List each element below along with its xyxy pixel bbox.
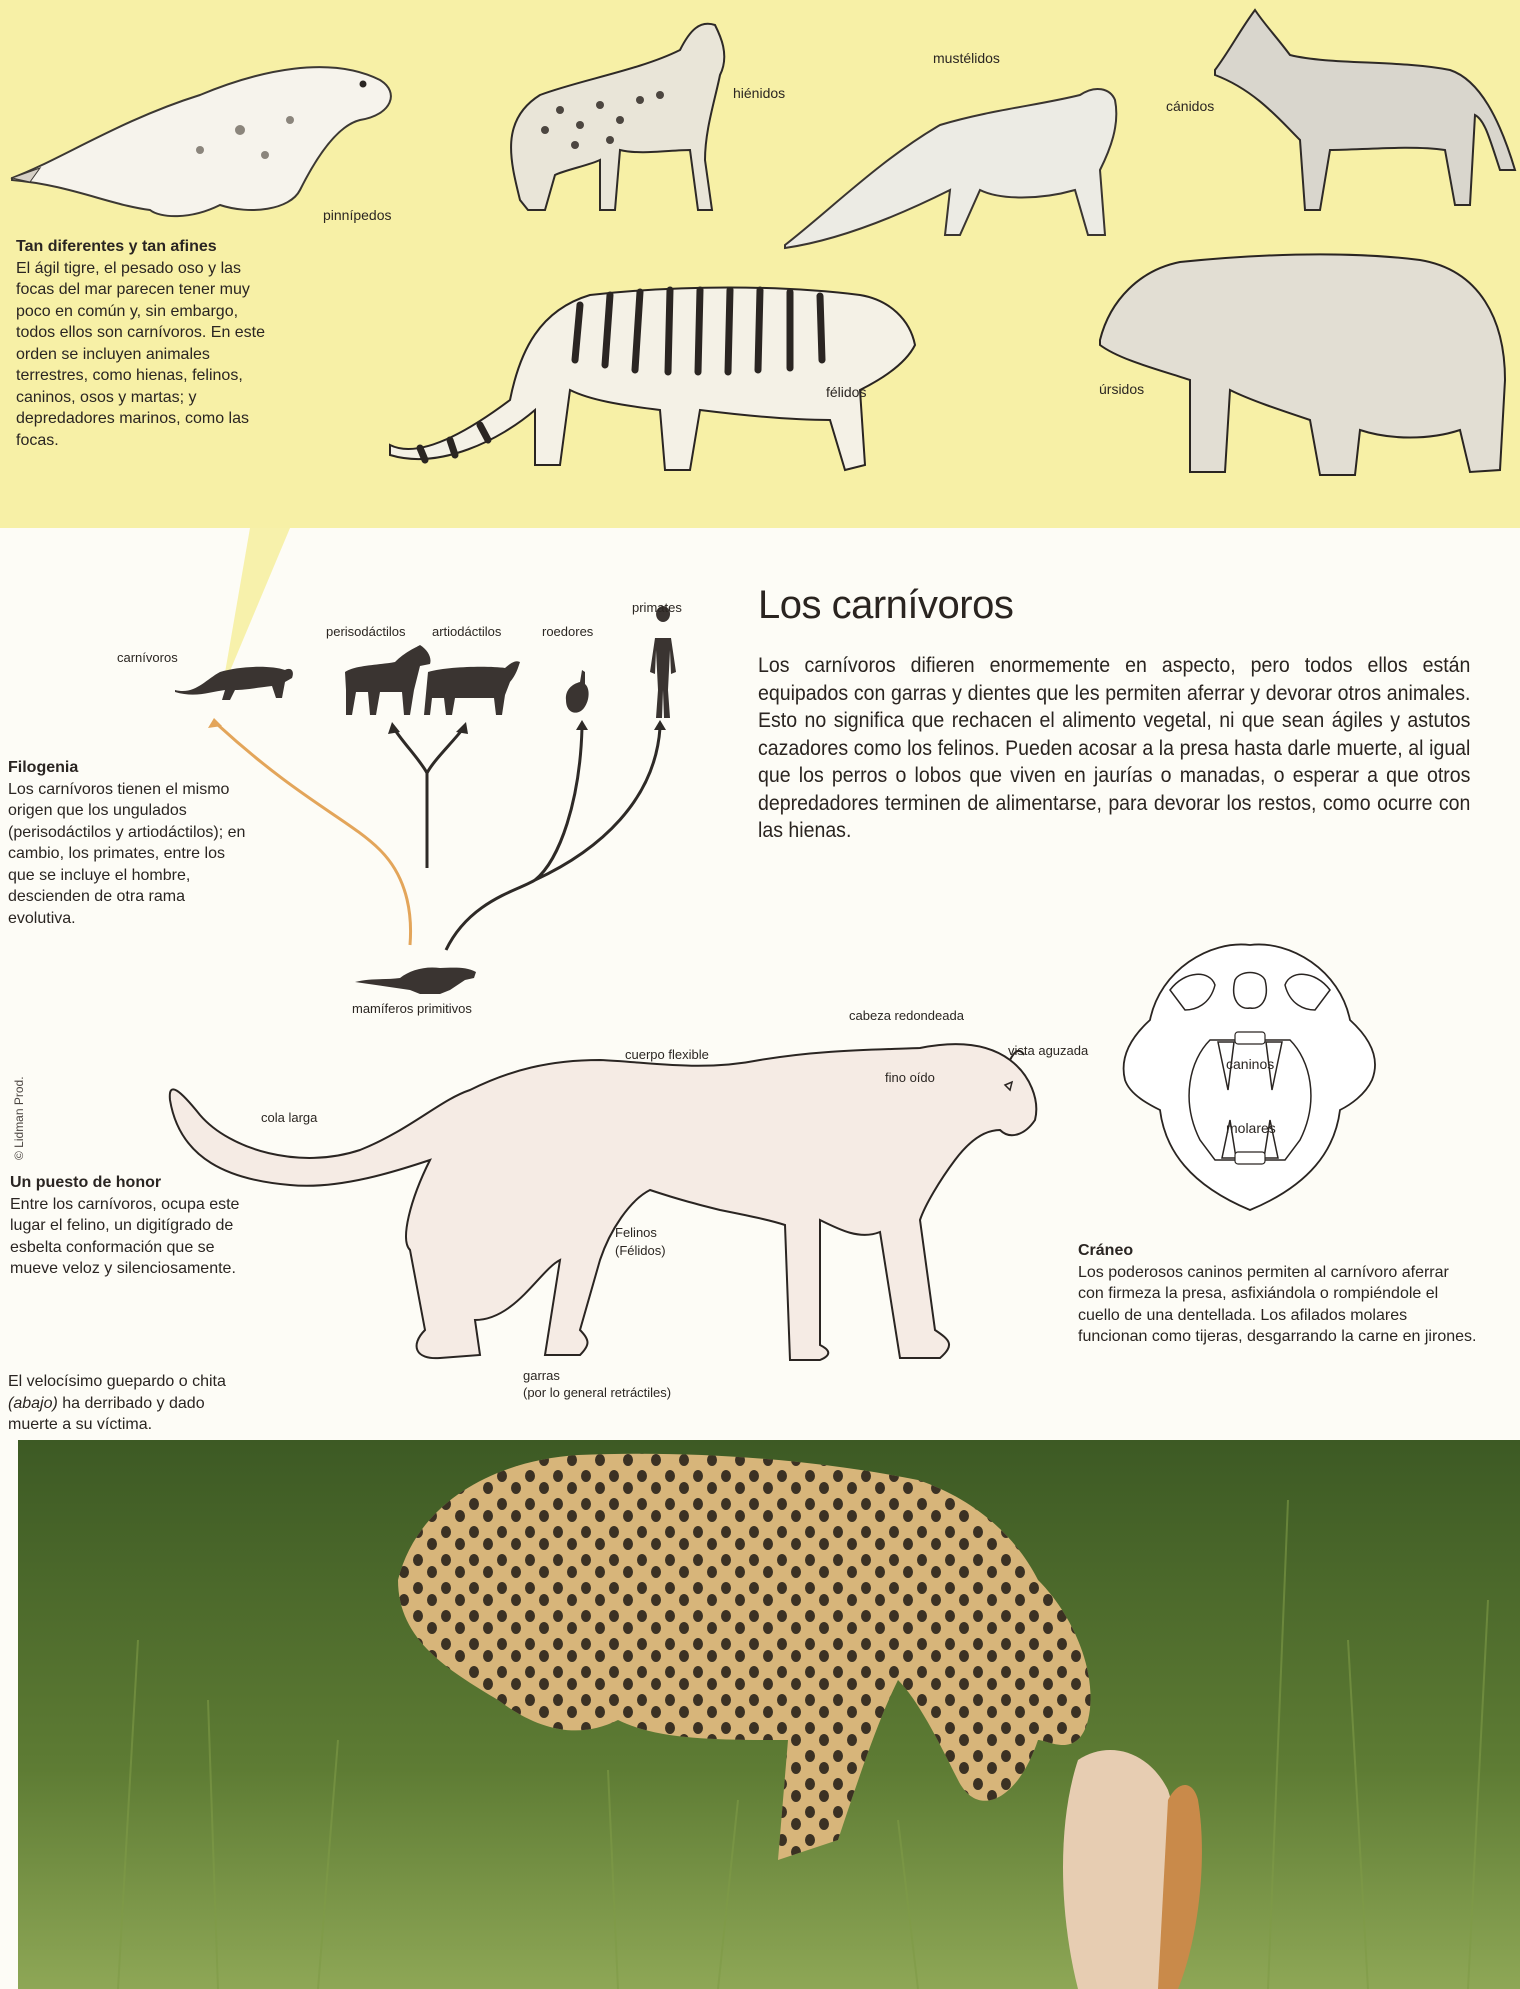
label-name-1: Felinos — [615, 1225, 657, 1240]
photo-caption-after: ha derribado y dado muerte a su víctima. — [8, 1394, 205, 1433]
label-name-2: (Félidos) — [615, 1243, 666, 1258]
cheetah-photo — [18, 1440, 1520, 1989]
label-mustelidos: mustélidos — [933, 50, 1000, 66]
node-roedores: roedores — [542, 624, 594, 639]
label-ear: fino oído — [885, 1070, 935, 1085]
label-eye: vista aguzada — [1008, 1043, 1089, 1058]
label-canidos: cánidos — [1166, 98, 1215, 114]
page-title: Los carnívoros — [758, 583, 1014, 627]
node-ancestor: mamíferos primitivos — [352, 1001, 472, 1016]
cheetah-photo-art — [18, 1440, 1520, 1989]
skull-label-molares: molares — [1226, 1120, 1276, 1136]
label-tail: cola larga — [261, 1110, 318, 1125]
skull-caption — [1078, 1240, 1478, 1348]
label-claws-2: (por lo general retráctiles) — [523, 1385, 672, 1400]
wolf-illustration — [1215, 10, 1515, 210]
skull-text: Los poderosos caninos permiten al carnívoro aferrar con firmeza la presa, asfixiándola o rompiéndole el cuello de una dentellada. Los afilados molares funcionan como tijeras, desgarrando la carne en jirones. — [1078, 1263, 1477, 1345]
label-hienidos: hiénidos — [733, 85, 786, 101]
phylogeny-text: Los carnívoros tienen el mismo origen que los ungulados (perisodáctilos y artiodáctilos); en cambio, los primates, entre los que se incluye el hombre, descienden de otra rama evolutiva. — [8, 780, 246, 927]
intro-heading: Tan diferentes y tan afines — [16, 238, 217, 255]
skull-diagram — [1110, 930, 1390, 1220]
body-paragraph: Los carnívoros difieren enormemente en aspecto, pero todos ellos están equipados con garras y dientes que les permiten aferrar y devorar otros animales. Esto no significa que rechacen el alimento vegetal, ni que sean ágiles y astutos cazadores como los felinos. Pueden acosar a la presa hasta darle muerte, al igual que los perros o lobos que viven en jaurías o manadas, o esperar a que otros depredadores terminen de alimentarse, para devorar los restos, como ocurre con las hienas. — [758, 654, 1471, 842]
node-carnivoros: carnívoros — [117, 650, 178, 665]
node-artiodactilos: artiodáctilos — [432, 624, 502, 639]
node-primates: primates — [632, 600, 682, 615]
photo-caption — [8, 1371, 258, 1436]
photo-caption-italic: (abajo) — [8, 1394, 58, 1412]
label-claws-1: garras — [523, 1368, 560, 1383]
label-pinnipedos: pinnípedos — [323, 207, 392, 223]
feline-caption — [10, 1172, 255, 1280]
skull-label-caninos: caninos — [1226, 1056, 1275, 1072]
skull-heading: Cráneo — [1078, 1242, 1134, 1259]
label-head: cabeza redondeada — [849, 1008, 964, 1023]
label-felidos: félidos — [826, 384, 867, 400]
label-body: cuerpo flexible — [625, 1047, 709, 1062]
label-ursidos: úrsidos — [1099, 381, 1145, 397]
bear-illustration — [1100, 254, 1505, 475]
photo-credit: © Lidman Prod. — [12, 1076, 26, 1160]
photo-caption-before: El velocísimo guepardo o chita — [8, 1373, 226, 1390]
phylogeny-heading: Filogenia — [8, 759, 79, 776]
node-perisodactilos: perisodáctilos — [326, 624, 406, 639]
intro-text: El ágil tigre, el pesado oso y las focas del mar parecen tener muy poco en común y, sin embargo, todos ellos son carnívoros. En este orden se incluyen animales terrestres, como hienas, felinos, caninos, osos y martas; y depredadores marinos, como las focas. — [16, 259, 266, 449]
feline-heading: Un puesto de honor — [10, 1174, 162, 1191]
feline-text: Entre los carnívoros, ocupa este lugar el felino, un digitígrado de esbelta conformación que se mueve veloz y silenciosamente. — [10, 1195, 240, 1277]
